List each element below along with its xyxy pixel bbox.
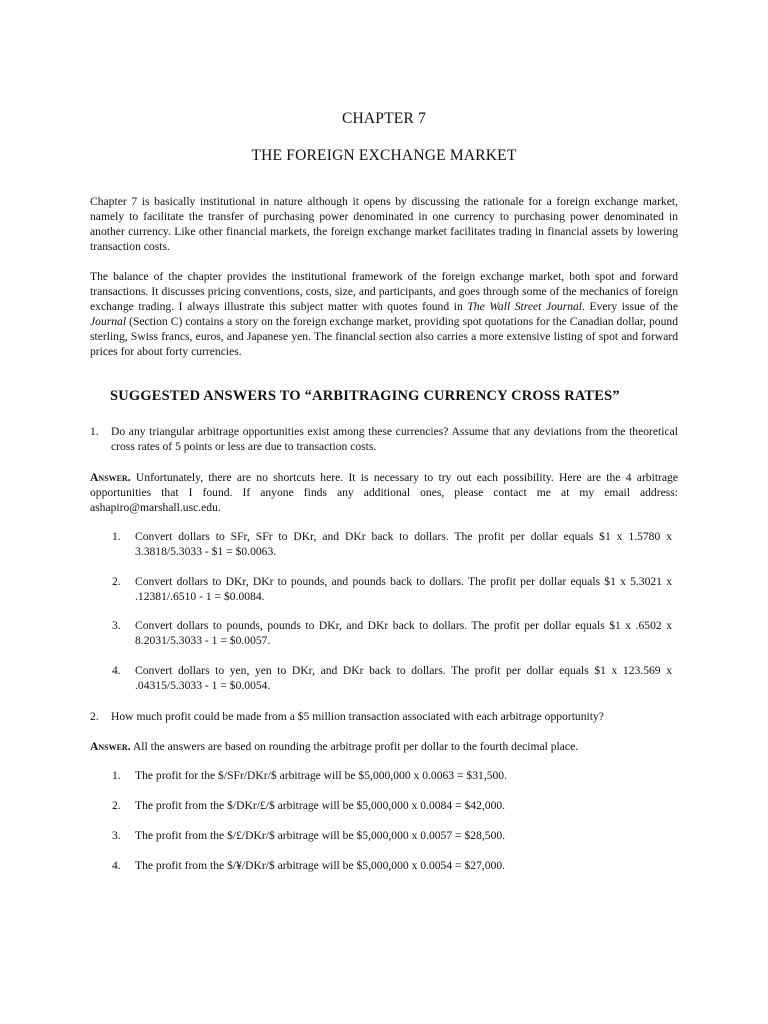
section-heading: SUGGESTED ANSWERS TO “ARBITRAGING CURRENCY CROSS RATES” bbox=[110, 388, 620, 404]
answer-2 bbox=[90, 739, 678, 754]
list-item-number: 3. bbox=[112, 619, 121, 632]
intro-paragraph-1: Chapter 7 is basically institutional in nature although it opens by discussing the rationale for a foreign exchange market, namely to facilitate the transfer of purchasing power denominated in one currency to purchasing power denominated in another currency. Like other financial markets, the foreign exchange market facilitates trading in financial assets by lowering transaction costs. bbox=[90, 195, 678, 253]
list-item-number: 4. bbox=[112, 664, 121, 677]
list-item-text: Convert dollars to SFr, SFr to DKr, and DKr back to dollars. The profit per dollar equals $1 x 1.5780 x 3.3818/5.3033 - $1 = $0.0063. bbox=[135, 530, 672, 558]
list-item-text: The profit from the $/£/DKr/$ arbitrage will be $5,000,000 x 0.0057 = $28,500. bbox=[135, 829, 506, 842]
list-item-text: The profit from the $/DKr/£/$ arbitrage will be $5,000,000 x 0.0084 = $42,000. bbox=[135, 799, 506, 812]
answer-label: Answer. bbox=[90, 471, 131, 484]
list-item-number: 1. bbox=[112, 530, 121, 543]
question-2 bbox=[90, 709, 678, 724]
list-item-number: 4. bbox=[112, 859, 121, 872]
answer-text: Unfortunately, there are no shortcuts here. It is necessary to try out each possibility. Here are the 4 arbitrage opportunities that I found. If anyone finds any additional ones, please contact me at my email address: ashapiro@marshall.usc.edu. bbox=[90, 471, 678, 514]
chapter-number: CHAPTER 7 bbox=[341, 110, 427, 127]
list-item-number: 1. bbox=[112, 769, 121, 782]
answer-text: All the answers are based on rounding the arbitrage profit per dollar to the fourth decimal place. bbox=[130, 740, 579, 753]
intro-p2-text-a: The balance of the chapter provides the institutional framework of the foreign exchange market, both spot and forward transactions. It discusses pricing conventions, costs, size, and participants, and goes through some of the mechanics of foreign exchange trading. I always illustrate this subject matter with quotes found in bbox=[90, 270, 678, 313]
intro-p2-text-c: (Section C) contains a story on the foreign exchange market, providing spot quotations for the Canadian dollar, pound sterling, Swiss francs, euros, and Japanese yen. The financial section also carries a more extensive listing of spot and forward prices for about forty currencies. bbox=[90, 315, 678, 358]
list-item bbox=[112, 828, 672, 843]
list-item bbox=[112, 663, 672, 693]
intro-paragraph-2 bbox=[90, 269, 678, 359]
list-item-text: Convert dollars to yen, yen to DKr, and DKr back to dollars. The profit per dollar equals $1 x 123.569 x .04315/5.3033 - 1 = $0.0054. bbox=[135, 664, 672, 692]
list-item bbox=[112, 574, 672, 604]
list-item-text: The profit from the $/¥/DKr/$ arbitrage will be $5,000,000 x 0.0054 = $27,000. bbox=[135, 859, 506, 872]
list-item-number: 3. bbox=[112, 829, 121, 842]
chapter-title: THE FOREIGN EXCHANGE MARKET bbox=[251, 147, 517, 164]
answer-label: Answer. bbox=[90, 740, 131, 753]
question-text: Do any triangular arbitrage opportunities exist among these currencies? Assume that any deviations from the theoretical cross rates of 5 points or less are due to transaction costs. bbox=[111, 425, 678, 453]
question-1 bbox=[90, 424, 678, 454]
question-number: 2. bbox=[90, 710, 99, 723]
wsj-title: The Wall Street Journal bbox=[467, 300, 583, 313]
question-number: 1. bbox=[90, 425, 99, 438]
list-item-text: Convert dollars to pounds, pounds to DKr, and DKr back to dollars. The profit per dollar equals $1 x .6502 x 8.2031/5.3033 - 1 = $0.0057. bbox=[135, 619, 672, 647]
intro-p2-text-b: . Every issue of the bbox=[582, 300, 678, 313]
list-item-number: 2. bbox=[112, 575, 121, 588]
list-item-number: 2. bbox=[112, 799, 121, 812]
list-item-text: The profit for the $/SFr/DKr/$ arbitrage will be $5,000,000 x 0.0063 = $31,500. bbox=[135, 769, 508, 782]
question-text: How much profit could be made from a $5 million transaction associated with each arbitrage opportunity? bbox=[111, 710, 604, 723]
list-item-text: Convert dollars to DKr, DKr to pounds, and pounds back to dollars. The profit per dollar equals $1 x 5.3021 x .12381/.6510 - 1 = $0.0084. bbox=[135, 575, 672, 603]
answer-1 bbox=[90, 470, 678, 515]
list-item bbox=[112, 529, 672, 559]
journal-title: Journal bbox=[90, 315, 127, 328]
list-item bbox=[112, 768, 672, 783]
list-item bbox=[112, 618, 672, 648]
list-item bbox=[112, 798, 672, 813]
list-item bbox=[112, 858, 672, 873]
